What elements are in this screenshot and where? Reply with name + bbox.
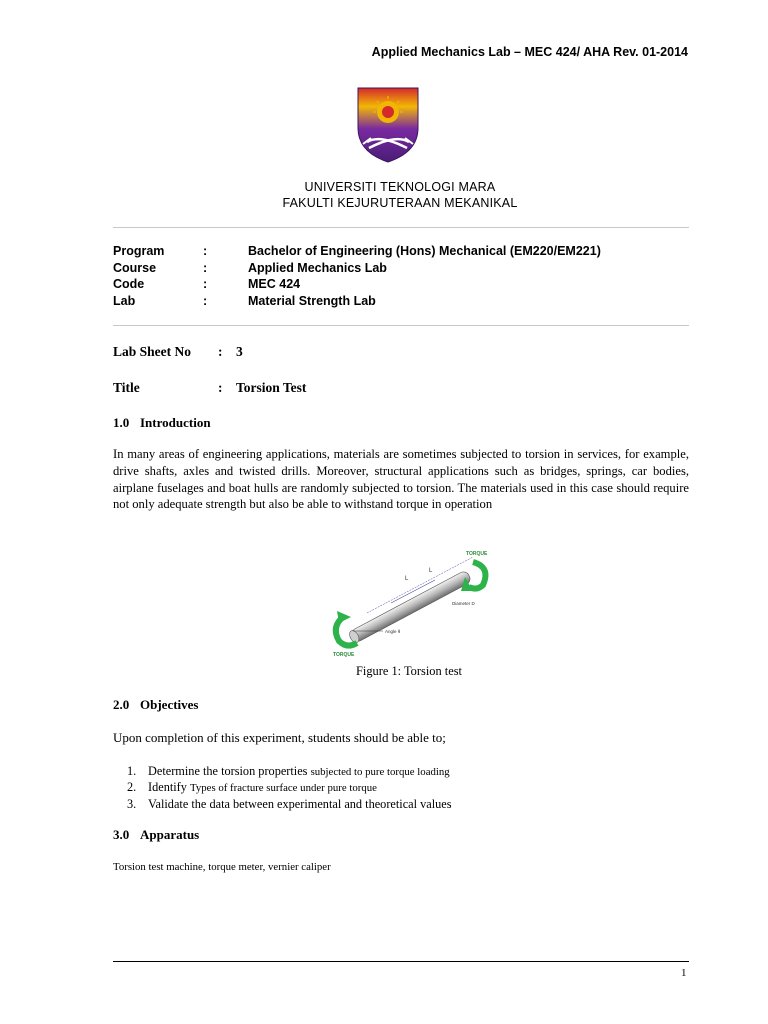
intro-heading-number: 1.0 bbox=[113, 415, 130, 430]
faculty-name: FAKULTI KEJURUTERAAN MEKANIKAL bbox=[282, 196, 518, 210]
torque-label-top: TORQUE bbox=[466, 551, 488, 557]
separator: : bbox=[203, 261, 208, 275]
diameter-label: Diameter D bbox=[452, 601, 475, 606]
list-number: 2. bbox=[127, 780, 137, 795]
separator: : bbox=[203, 294, 208, 308]
length-label-2: L bbox=[429, 568, 433, 574]
lab-sheet-separator: : bbox=[218, 344, 223, 359]
divider bbox=[113, 325, 689, 326]
university-name: UNIVERSITI TEKNOLOGI MARA bbox=[304, 180, 496, 194]
torque-label-bottom: TORQUE bbox=[333, 652, 355, 658]
title-separator: : bbox=[218, 380, 223, 395]
length-label: L bbox=[405, 576, 409, 582]
program-value: Bachelor of Engineering (Hons) Mechanical (EM220/EM221) bbox=[248, 244, 601, 258]
objectives-intro: Upon completion of this experiment, students should be able to; bbox=[113, 730, 446, 745]
code-label: Code bbox=[113, 277, 145, 291]
title-value: Torsion Test bbox=[236, 380, 307, 395]
page-number: 1 bbox=[681, 967, 687, 979]
apparatus-heading: Apparatus bbox=[140, 827, 200, 842]
course-label: Course bbox=[113, 261, 157, 275]
list-item bbox=[113, 763, 673, 779]
lab-sheet-number: 3 bbox=[236, 344, 243, 359]
list-main-text: Identify bbox=[148, 780, 187, 795]
apparatus-text: Torsion test machine, torque meter, vernier caliper bbox=[113, 861, 331, 873]
list-item bbox=[113, 779, 673, 795]
angle-label: Angle θ bbox=[385, 629, 401, 634]
intro-paragraph: In many areas of engineering applications, materials are sometimes subjected to torsion in services, for example, drive shafts, axles and twisted drills. Moreover, structural applications such as bridges, springs, car bodies, airplane fuselages and boat hulls are randomly subjected to torsion. The materials used in this case should require not only adequate strength but also be able to withstand torque in operation bbox=[113, 447, 689, 512]
course-value: Applied Mechanics Lab bbox=[248, 261, 387, 275]
figure-caption: Figure 1: Torsion test bbox=[356, 664, 462, 678]
list-item bbox=[113, 796, 673, 812]
list-text bbox=[148, 796, 452, 814]
document-header: Applied Mechanics Lab – MEC 424/ AHA Rev. 01-2014 bbox=[371, 45, 688, 59]
separator: : bbox=[203, 277, 208, 291]
footer-divider bbox=[113, 961, 689, 962]
list-number: 3. bbox=[127, 796, 137, 811]
divider bbox=[113, 227, 689, 228]
list-text bbox=[148, 763, 450, 781]
apparatus-heading-number: 3.0 bbox=[113, 827, 130, 842]
program-label: Program bbox=[113, 244, 165, 258]
list-main-text: Determine the torsion properties bbox=[148, 764, 308, 778]
objectives-heading-number: 2.0 bbox=[113, 697, 130, 712]
separator: : bbox=[203, 244, 208, 258]
lab-sheet-label: Lab Sheet No bbox=[113, 344, 192, 359]
objectives-list bbox=[113, 763, 673, 812]
list-text bbox=[148, 779, 377, 797]
list-main-text: Validate the data between experimental and theoretical values bbox=[148, 796, 452, 811]
intro-heading: Introduction bbox=[140, 415, 211, 430]
code-value: MEC 424 bbox=[248, 277, 301, 291]
objectives-heading: Objectives bbox=[140, 697, 199, 712]
university-logo-icon bbox=[355, 82, 421, 164]
course-info bbox=[0, 244, 768, 314]
torsion-test-figure bbox=[323, 547, 500, 662]
lab-label: Lab bbox=[113, 294, 136, 308]
list-number: 1. bbox=[127, 764, 137, 778]
lab-value: Material Strength Lab bbox=[248, 294, 376, 308]
list-small-text: Types of fracture surface under pure torque bbox=[190, 782, 377, 795]
title-label: Title bbox=[113, 380, 140, 395]
list-small-text: subjected to pure torque loading bbox=[310, 766, 450, 778]
